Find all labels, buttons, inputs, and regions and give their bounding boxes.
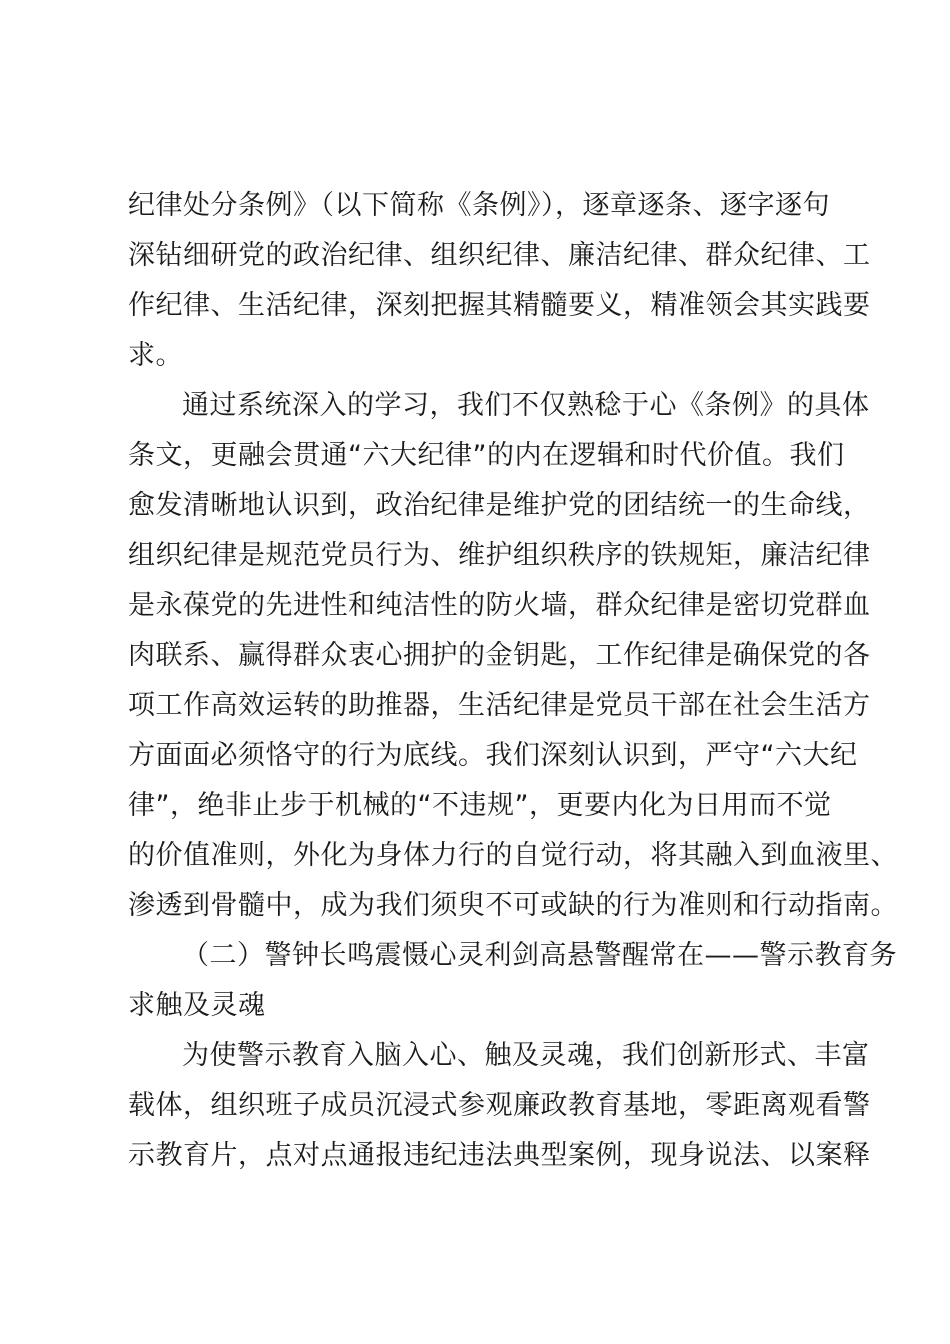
paragraph-line: 条文，更融会贯通“六大纪律”的内在逻辑和时代价值。我们: [128, 440, 845, 471]
paragraph-line: 通过系统深入的学习，我们不仅熟稔于心《条例》的具体: [182, 390, 870, 421]
paragraph-line: 为使警示教育入脑入心、触及灵魂，我们创新形式、丰富: [182, 1040, 870, 1071]
paragraph-line: 求。: [128, 340, 183, 371]
paragraph-line: 纪律处分条例》（以下简称《条例》），逐章逐条、逐字逐句: [128, 190, 830, 221]
paragraph-line: 示教育片，点对点通报违纪违法典型案例，现身说法、以案释: [128, 1140, 871, 1171]
section-heading-line: 求触及灵魂: [128, 990, 266, 1021]
paragraph-line: 组织纪律是规范党员行为、维护组织秩序的铁规矩，廉洁纪律: [128, 540, 871, 571]
paragraph-line: 的价值准则，外化为身体力行的自觉行动，将其融入到血液里、: [128, 840, 898, 871]
paragraph-line: 肉联系、赢得群众衷心拥护的金钥匙，工作纪律是确保党的各: [128, 640, 871, 671]
paragraph-line: 渗透到骨髓中，成为我们须臾不可或缺的行为准则和行动指南。: [128, 890, 898, 921]
paragraph-line: 载体，组织班子成员沉浸式参观廉政教育基地，零距离观看警: [128, 1090, 871, 1121]
section-heading-line: （二）警钟长鸣震慑心灵利剑高悬警醒常在——警示教育务: [182, 940, 897, 971]
paragraph-line: 律”，绝非止步于机械的“不违规”，更要内化为日用而不觉: [128, 790, 832, 821]
paragraph-line: 方面面必须恪守的行为底线。我们深刻认识到，严守“六大纪: [128, 740, 858, 771]
paragraph-line: 愈发清晰地认识到，政治纪律是维护党的团结统一的生命线，: [128, 490, 871, 521]
paragraph-line: 深钻细研党的政治纪律、组织纪律、廉洁纪律、群众纪律、工: [128, 240, 871, 271]
paragraph-line: 项工作高效运转的助推器，生活纪律是党员干部在社会生活方: [128, 690, 871, 721]
paragraph-line: 是永葆党的先进性和纯洁性的防火墙，群众纪律是密切党群血: [128, 590, 871, 621]
paragraph-line: 作纪律、生活纪律，深刻把握其精髓要义，精准领会其实践要: [128, 290, 871, 321]
